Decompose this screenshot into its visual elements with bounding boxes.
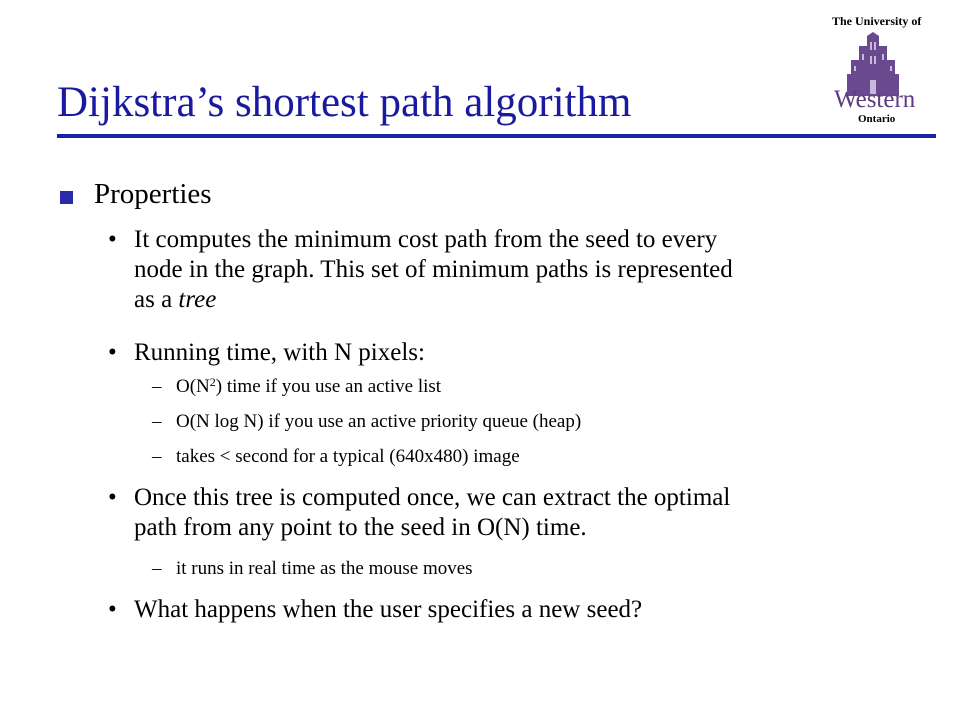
logo-top-text: The University of: [832, 14, 922, 28]
item1-line1: It computes the minimum cost path from the seed to every: [134, 226, 718, 253]
sub2-text: O(N log N) if you use an active priority queue (heap): [176, 411, 582, 432]
item3-line2: path from any point to the seed in O(N) time.: [134, 514, 587, 541]
dash-bullet-icon: –: [152, 376, 162, 397]
logo-wordmark: Western: [834, 86, 916, 113]
sub1-pre: O(N: [176, 376, 210, 397]
title-divider: [57, 134, 936, 138]
bullet-properties-text: Properties: [94, 178, 212, 210]
item3-line1: Once this tree is computed once, we can extract the optimal: [134, 484, 731, 511]
item4-text: What happens when the user specifies a new seed?: [134, 596, 643, 623]
dot-bullet-icon: •: [108, 484, 117, 511]
dash-bullet-icon: –: [152, 558, 162, 579]
sub3-text: takes < second for a typical (640x480) image: [176, 446, 520, 467]
sub4-text: it runs in real time as the mouse moves: [176, 558, 473, 579]
item1-line2: node in the graph. This set of minimum paths is represented: [134, 256, 733, 283]
square-bullet-icon: [60, 191, 73, 204]
item1-line3-prefix: as a: [134, 286, 179, 313]
dot-bullet-icon: •: [108, 596, 117, 623]
logo-bottom-text: Ontario: [858, 113, 896, 125]
dash-bullet-icon: –: [152, 446, 162, 467]
sub1-sup: 2: [209, 375, 216, 389]
university-logo: [820, 10, 950, 130]
item1-line3: [134, 285, 904, 315]
sub1-post: ) time if you use an active list: [215, 376, 442, 397]
slide-title: Dijkstra’s shortest path algorithm: [57, 79, 632, 126]
dot-bullet-icon: •: [108, 226, 117, 253]
dash-bullet-icon: –: [152, 411, 162, 432]
item1-emphasis: tree: [178, 286, 217, 313]
item2-text: Running time, with N pixels:: [134, 339, 425, 366]
dot-bullet-icon: •: [108, 339, 117, 366]
